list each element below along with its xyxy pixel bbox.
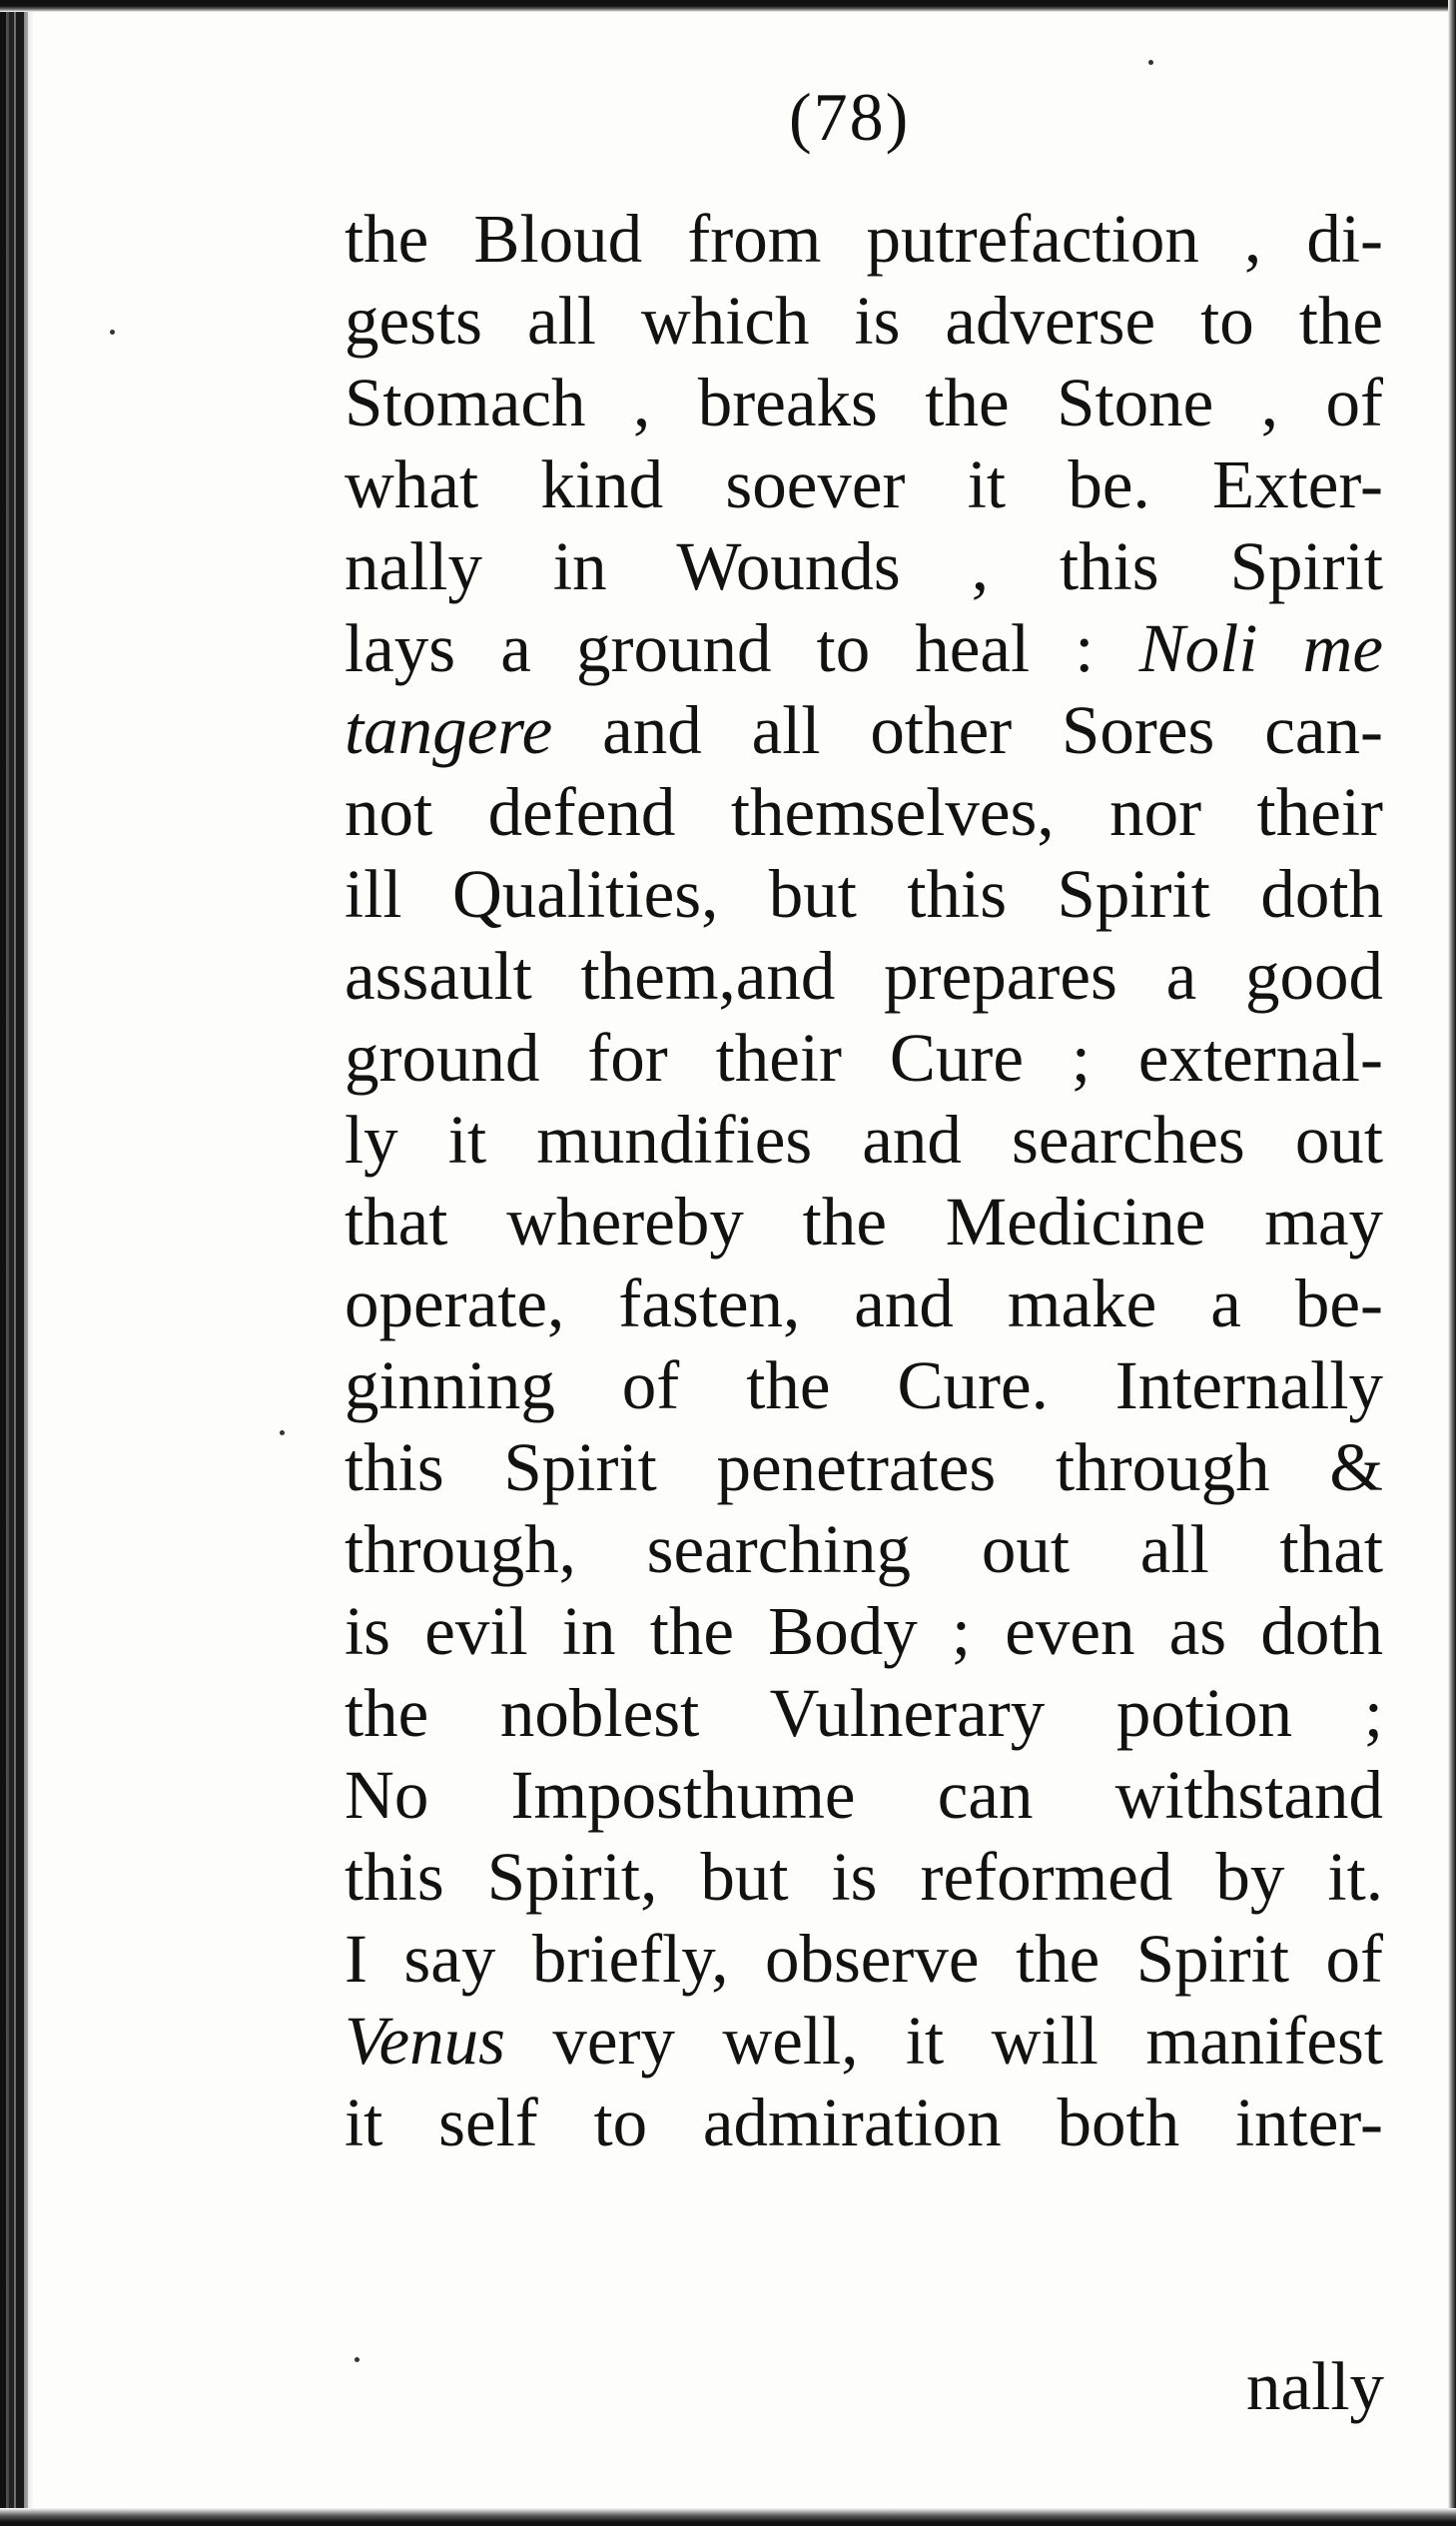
text-line <box>345 1181 1383 1263</box>
text-fragment: ill Qualities, but this Spirit doth <box>345 856 1383 932</box>
right-page-edge <box>1448 0 1456 2526</box>
ink-speck <box>355 2357 360 2362</box>
text-fragment: gests all which is adverse to the <box>345 283 1383 359</box>
text-line <box>345 198 1383 280</box>
text-line <box>345 1099 1383 1181</box>
text-fragment: and all other Sores can- <box>552 692 1383 768</box>
text-line <box>345 1344 1383 1426</box>
text-fragment: it self to admiration both inter- <box>345 2085 1383 2160</box>
text-fragment: through, searching out all that <box>345 1511 1383 1587</box>
binding-edge <box>0 0 34 2526</box>
text-fragment: ginning of the Cure. Internally <box>345 1347 1383 1423</box>
bottom-page-edge <box>0 2508 1456 2526</box>
text-fragment: the noblest Vulnerary potion ; <box>345 1675 1383 1751</box>
text-fragment: assault them,and prepares a good <box>345 938 1383 1014</box>
catchword: nally <box>1246 2348 1384 2424</box>
text-fragment: nally in Wounds , this Spirit <box>345 528 1383 604</box>
text-fragment: Stomach , breaks the Stone , of <box>345 365 1383 440</box>
body-text <box>345 198 1383 2163</box>
text-fragment: very well, it will manifest <box>504 2003 1383 2079</box>
text-line <box>345 1263 1383 1344</box>
text-fragment: No Imposthume can withstand <box>345 1757 1383 1833</box>
page-number: (78) <box>789 79 911 155</box>
text-fragment: this Spirit, but is reformed by it. <box>345 1839 1383 1915</box>
text-line <box>345 1672 1383 1754</box>
text-fragment: that whereby the Medicine may <box>345 1184 1383 1260</box>
text-line <box>345 1508 1383 1590</box>
text-fragment: ground for their Cure ; external- <box>345 1020 1383 1096</box>
text-fragment: not defend themselves, nor their <box>345 774 1383 850</box>
ink-speck <box>110 330 115 335</box>
text-line <box>345 2082 1383 2163</box>
italic-phrase: Venus <box>345 2003 505 2079</box>
text-line <box>345 935 1383 1017</box>
text-line <box>345 1836 1383 1918</box>
text-line <box>345 280 1383 362</box>
text-line <box>345 1426 1383 1508</box>
text-line <box>345 1754 1383 1836</box>
top-page-edge <box>0 0 1456 12</box>
text-line <box>345 525 1383 607</box>
text-fragment: is evil in the Body ; even as doth <box>345 1593 1383 1669</box>
text-line <box>345 2000 1383 2082</box>
text-fragment: I say briefly, observe the Spirit of <box>345 1921 1383 1997</box>
ink-speck <box>280 1430 285 1435</box>
text-line <box>345 1017 1383 1099</box>
italic-phrase: tangere <box>345 692 553 768</box>
text-line <box>345 362 1383 443</box>
italic-phrase: Noli me <box>1138 610 1383 686</box>
text-line <box>345 443 1383 525</box>
text-fragment: the Bloud from putrefaction , di- <box>345 201 1383 277</box>
text-fragment: ly it mundifies and searches out <box>345 1102 1383 1178</box>
text-fragment: operate, fasten, and make a be- <box>345 1265 1383 1341</box>
text-fragment: what kind soever it be. Exter- <box>345 446 1383 522</box>
text-line <box>345 1590 1383 1672</box>
text-line <box>345 689 1383 771</box>
text-line <box>345 771 1383 853</box>
text-line <box>345 607 1383 689</box>
ink-speck <box>1148 60 1153 65</box>
text-line <box>345 1918 1383 2000</box>
text-fragment: this Spirit penetrates through & <box>345 1429 1383 1505</box>
text-line <box>345 853 1383 935</box>
text-fragment: lays a ground to heal : <box>345 610 1139 686</box>
